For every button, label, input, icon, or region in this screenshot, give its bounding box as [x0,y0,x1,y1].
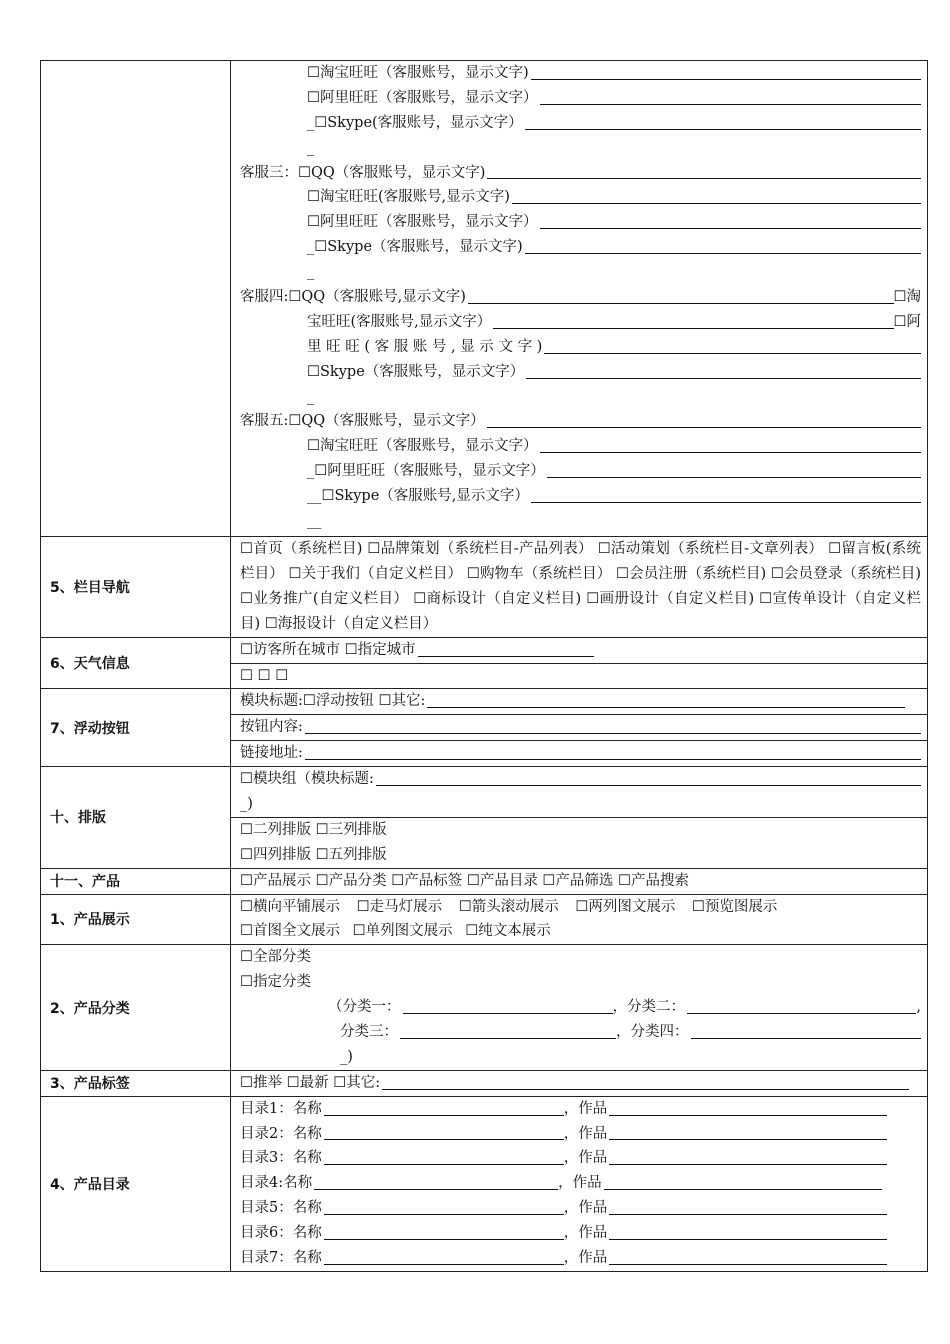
float-link-field[interactable] [305,744,921,760]
cs4-tail-line: _ [307,388,315,405]
float-row-1 [41,689,928,715]
layout-module-title-field[interactable] [376,770,921,786]
cs4-alibaba-field[interactable] [544,338,921,354]
weather-label: 6、天气信息 [41,637,231,689]
display-label: 1、产品展示 [41,894,231,945]
float-content-field[interactable] [305,718,921,734]
cs3-taobao-line: ☐淘宝旺旺(客服账号,显示文字) [240,185,921,210]
cs5-taobao-field[interactable] [540,437,922,453]
cs3-skype-line: _☐Skype（客服账号，显示文字) [240,235,921,260]
cs5-alibaba-field[interactable] [547,462,921,478]
catalog-work-field[interactable] [609,1224,887,1240]
customer-service-row [41,61,928,537]
nav-label: 5、栏目导航 [41,537,231,638]
layout-module-group: ☐模块组（模块标题: _) [231,767,928,818]
catalog-work-field[interactable] [609,1100,887,1116]
category-row [41,945,928,1070]
category-3-field[interactable] [400,1023,616,1039]
cs4-qq-field[interactable] [468,288,894,304]
cs2-taobao-line: ☐淘宝旺旺（客服账号，显示文字) [240,61,921,86]
customer-service-label-cell [41,61,231,537]
catalog-item: 目录4:名称 ，作品 [240,1171,921,1196]
catalog-work-field[interactable] [609,1249,887,1265]
service-form-table [40,60,928,1272]
float-label: 7、浮动按钮 [41,689,231,767]
nav-row [41,537,928,638]
tags-label: 3、产品标签 [41,1070,231,1096]
tags-options: ☐推举 ☐最新 ☐其它: [231,1070,928,1096]
cs5-qq-field[interactable] [487,412,921,428]
catalog-name-field[interactable] [324,1124,564,1140]
catalog-item: 目录5：名称 ，作品 [240,1196,921,1221]
cs2-tail-line: _ [307,139,315,156]
cs3-skype-field[interactable] [525,238,921,254]
display-row [41,894,928,945]
catalog-name-field[interactable] [324,1199,564,1215]
cs2-skype-field[interactable] [525,114,921,130]
cs5-tail-line: __ [307,513,322,530]
cs4-taobao-field[interactable] [493,313,893,329]
tags-other-field[interactable] [382,1074,909,1090]
float-title-field[interactable] [427,692,905,708]
weather-line-2 [231,663,928,689]
display-options: ☐横向平铺展示 ☐走马灯展示 ☐箭头滚动展示 ☐两列图文展示 ☐预览图展示 ☐首图全文展示 ☐单列图文展示 ☐纯文本展示 [231,894,928,945]
catalog-row [41,1096,928,1271]
catalog-name-field[interactable] [324,1100,564,1116]
catalog-item: 目录6：名称 ，作品 [240,1221,921,1246]
cs5-taobao-line: ☐淘宝旺旺（客服账号，显示文字） [240,434,921,459]
cs2-skype-line: _☐Skype(客服账号，显示文字） [240,111,921,136]
catalog-name-field[interactable] [324,1249,564,1265]
catalog-item: 目录2：名称 ，作品 [240,1122,921,1147]
cs5-skype-line: __☐Skype（客服账号,显示文字） [240,484,921,509]
catalog-name-field[interactable] [324,1224,564,1240]
cs3-alibaba-field[interactable] [540,213,922,229]
cs2-taobao-field[interactable] [531,64,921,80]
weather-checkboxes[interactable]: ☐ ☐ ☐ [240,667,289,684]
nav-options-text: ☐首页（系统栏目) ☐品牌策划（系统栏目-产品列表） ☐活动策划（系统栏目-文章列表） ☐留言板(系统栏目） ☐关于我们（自定义栏目） ☐购物车（系统栏目） ☐会员注册（系统栏目) ☐会员登录（系统栏目) ☐业务推广(自定义栏目） ☐商标设计（自定义栏目) ☐画册设计（自定义栏目) ☐宣传单设计（自定义栏目) ☐海报设计（自定义栏目） [240,541,921,632]
catalog-item: 目录7：名称 ，作品 [240,1246,921,1271]
cs3-qq-field[interactable] [487,163,921,179]
catalog-list [231,1096,928,1271]
float-line-3: 链接地址: [231,741,928,767]
layout-columns-2[interactable]: ☐四列排版 ☐五列排版 [240,846,387,863]
category-options: ☐全部分类 ☐指定分类 （分类一： ，分类二： , 分类三： ，分类四： _) [231,945,928,1070]
product-row [41,868,928,894]
category-2-field[interactable] [687,998,916,1014]
catalog-work-field[interactable] [609,1199,887,1215]
product-label: 十一、产品 [41,868,231,894]
cs2-alibaba-field[interactable] [540,89,922,105]
catalog-name-field[interactable] [324,1149,564,1165]
cs3-qq-line: 客服三： ☐QQ（客服账号，显示文字) [240,161,921,186]
cs5-label: 客服五: [240,413,289,430]
category-specified[interactable]: ☐指定分类 [240,974,311,991]
float-line-2: 按钮内容: [231,715,928,741]
tags-row [41,1070,928,1096]
catalog-work-field[interactable] [604,1174,882,1190]
cs3-tail-line: _ [307,264,315,281]
weather-line-1: ☐访客所在城市 ☐指定城市 [231,637,928,663]
category-4-field[interactable] [691,1023,922,1039]
cs3-alibaba-line: ☐阿里旺旺（客服账号，显示文字） [240,210,921,235]
catalog-label: 4、产品目录 [41,1096,231,1271]
cs4-alibaba-line: 里 旺 旺 ( 客 服 账 号 , 显 示 文 字 ) [240,335,921,360]
cs5-alibaba-line: _☐阿里旺旺（客服账号，显示文字） [240,459,921,484]
cs5-qq-line: 客服五: ☐QQ（客服账号，显示文字） [240,409,921,434]
catalog-name-field[interactable] [314,1174,558,1190]
cs4-skype-field[interactable] [526,363,921,379]
cs3-label: 客服三： [240,164,298,181]
layout-columns-1[interactable]: ☐二列排版 ☐三列排版 [240,821,387,838]
cs2-alibaba-line: ☐阿里旺旺（客服账号，显示文字） [240,86,921,111]
weather-city-field[interactable] [418,641,594,657]
layout-label: 十、排版 [41,767,231,869]
product-options: ☐产品展示 ☐产品分类 ☐产品标签 ☐产品目录 ☐产品筛选 ☐产品搜索 [231,868,928,894]
catalog-work-field[interactable] [609,1149,887,1165]
layout-columns [231,817,928,868]
cs4-label: 客服四: [240,289,289,305]
category-1-field[interactable] [403,998,613,1014]
category-all[interactable]: ☐全部分类 [240,949,311,966]
catalog-item: 目录3：名称 ，作品 [240,1146,921,1171]
cs4-taobao-line: 宝旺旺(客服账号,显示文字） ☐阿 [307,313,921,330]
catalog-work-field[interactable] [609,1124,887,1140]
layout-row-1 [41,767,928,818]
float-line-1: 模块标题:☐浮动按钮 ☐其它: [231,689,928,715]
cs4-qq-line: 客服四: ☐QQ（客服账号,显示文字) ☐淘 [240,285,921,310]
cs4-skype-line: ☐Skype（客服账号，显示文字） [240,360,921,385]
customer-service-content [231,61,928,537]
category-label: 2、产品分类 [41,945,231,1070]
cs3-taobao-field[interactable] [512,188,921,204]
catalog-item: 目录1：名称 ，作品 [240,1097,921,1122]
cs5-skype-field[interactable] [531,487,921,503]
nav-options[interactable] [231,537,928,638]
weather-row-1 [41,637,928,663]
